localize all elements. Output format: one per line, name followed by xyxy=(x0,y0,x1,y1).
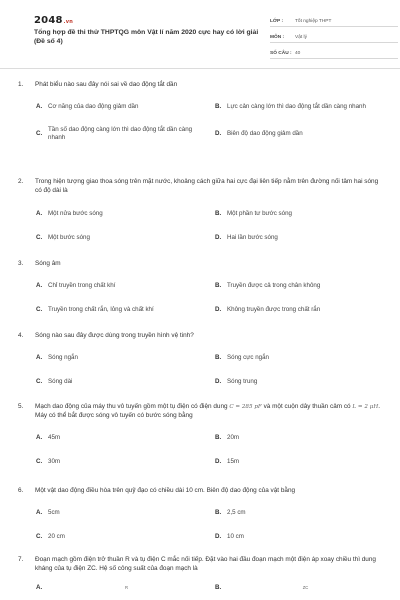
option-key: A. xyxy=(36,508,43,516)
option-key: B. xyxy=(215,583,222,591)
question-number: 1. xyxy=(18,81,24,88)
question-text: Trong hiện tượng giao thoa sóng trên mặt nước, khoảng cách giữa hai cực đại liên tiếp nằm trên đường nối tâm hai sóng có độ dài là xyxy=(35,178,379,194)
option-text: 20 cm xyxy=(48,532,65,540)
option-key: D. xyxy=(215,457,222,465)
option-a[interactable] xyxy=(36,582,205,593)
option-key: D. xyxy=(215,532,222,540)
option-text: Hai lần bước sóng xyxy=(227,233,278,241)
question-text: Sóng nào sau đây được dùng trong truyền hình vệ tinh? xyxy=(35,332,194,339)
option-d[interactable] xyxy=(215,456,384,467)
option-key: D. xyxy=(215,129,222,137)
meta-subject-row xyxy=(270,30,398,43)
option-b[interactable] xyxy=(215,208,384,219)
question-text: Phát biểu nào sau đây nói sai về dao động tắt dần xyxy=(35,81,178,88)
meta-count-row xyxy=(270,46,398,59)
option-text: 20m xyxy=(227,433,240,441)
meta-label: SỐ CÂU : xyxy=(270,50,292,56)
option-key: B. xyxy=(215,508,222,516)
option-b[interactable] xyxy=(215,281,384,292)
option-text: Một bước sóng xyxy=(48,233,90,241)
option-c[interactable] xyxy=(36,232,205,243)
question-number: 3. xyxy=(18,260,24,267)
option-key: A. xyxy=(36,102,43,110)
option-text: Một nửa bước sóng xyxy=(48,209,103,217)
question-text xyxy=(35,403,384,420)
option-a[interactable] xyxy=(36,208,205,219)
meta-value: Tốt nghiệp THPT xyxy=(295,18,332,24)
option-b[interactable] xyxy=(215,353,384,364)
option-d[interactable] xyxy=(215,305,384,316)
option-a[interactable] xyxy=(36,508,205,519)
option-text: 2,5 cm xyxy=(227,508,246,516)
question-text-part: . Máy có thể bắt được sóng vô tuyến có bước sóng bằng xyxy=(35,403,380,419)
option-d[interactable] xyxy=(215,126,384,143)
question-text: Một vật dao động điều hòa trên quỹ đạo có chiều dài 10 cm. Biên độ dao động của vật bằng xyxy=(35,487,296,494)
option-text: Tần số dao động càng lớn thì dao động tắt dần càng nhanh xyxy=(48,125,193,141)
option-d[interactable] xyxy=(215,232,384,243)
option-b[interactable] xyxy=(215,432,384,443)
option-key: C. xyxy=(36,233,43,241)
option-text: Truyền trong chất rắn, lỏng và chất khí xyxy=(48,305,154,313)
option-text: Chỉ truyền trong chất khí xyxy=(48,281,116,289)
inductance-formula: L = 2 μH xyxy=(352,404,379,410)
logo-suffix: .vn xyxy=(63,19,73,25)
option-c[interactable] xyxy=(36,126,205,143)
option-key: C. xyxy=(36,457,43,465)
option-key: B. xyxy=(215,281,222,289)
option-key: A. xyxy=(36,583,43,591)
option-b[interactable] xyxy=(215,102,384,113)
option-c[interactable] xyxy=(36,456,205,467)
option-key: B. xyxy=(215,433,222,441)
document-title: Tổng hợp đề thi thử THPTQG môn Vật lí năm 2020 cực hay có lời giải (Đề số 4) xyxy=(34,29,259,45)
option-text: Lực cản càng lớn thì dao động tắt dần càng nhanh xyxy=(227,102,366,110)
meta-value: 40 xyxy=(295,50,301,56)
option-formula: R xyxy=(124,584,129,590)
question-number: 4. xyxy=(18,332,24,339)
option-d[interactable] xyxy=(215,377,384,388)
option-key: A. xyxy=(36,209,43,217)
option-a[interactable] xyxy=(36,102,205,113)
capacitance-formula: C = 285 pF xyxy=(229,404,262,410)
question-text: Đoạn mạch gồm điện trở thuần R và tụ điện C mắc nối tiếp. Đặt vào hai đầu đoạn mạch một điện áp xoay chiều thì dung kháng của tụ điện ZC. Hệ số công suất của đoạn mạch là xyxy=(35,556,376,572)
question-4 xyxy=(18,332,384,401)
logo-main: 2048 xyxy=(34,15,63,26)
question-text-part: Mạch dao động của máy thu vô tuyến gồm một tụ điện có điện dung xyxy=(35,403,228,410)
option-b[interactable] xyxy=(215,508,384,519)
option-c[interactable] xyxy=(36,532,205,543)
site-logo[interactable] xyxy=(34,14,73,28)
question-5 xyxy=(18,403,384,480)
option-key: A. xyxy=(36,353,43,361)
option-text: 30m xyxy=(48,457,61,465)
question-number: 5. xyxy=(18,403,24,410)
option-d[interactable] xyxy=(215,532,384,543)
option-text: Biên độ dao động giảm dần xyxy=(227,129,303,137)
meta-class-row xyxy=(270,14,398,27)
option-key: C. xyxy=(36,305,43,313)
document-header xyxy=(16,0,386,64)
question-1 xyxy=(18,81,384,155)
question-text-part: và một cuộn dây thuần cảm có xyxy=(263,403,351,410)
option-text: Sóng ngắn xyxy=(48,353,78,361)
exam-meta xyxy=(270,14,398,62)
option-key: B. xyxy=(215,209,222,217)
option-text: 45m xyxy=(48,433,61,441)
option-key: C. xyxy=(36,377,43,385)
option-key: B. xyxy=(215,353,222,361)
meta-label: MÔN : xyxy=(270,34,285,40)
option-text: Cơ năng của dao động giảm dần xyxy=(48,102,139,110)
option-b[interactable] xyxy=(215,582,384,593)
question-7 xyxy=(18,556,384,600)
option-key: A. xyxy=(36,433,43,441)
option-c[interactable] xyxy=(36,377,205,388)
option-text: Sóng dài xyxy=(48,377,73,385)
option-a[interactable] xyxy=(36,353,205,364)
option-text: Một phần tư bước sóng xyxy=(227,209,292,217)
question-6 xyxy=(18,487,384,556)
meta-label: LỚP : xyxy=(270,18,284,24)
option-text: Sóng cực ngắn xyxy=(227,353,269,361)
option-key: D. xyxy=(215,377,222,385)
option-formula: ZC xyxy=(302,584,309,590)
question-3 xyxy=(18,260,384,329)
question-2 xyxy=(18,178,384,256)
header-divider xyxy=(0,68,400,69)
option-text: Không truyền được trong chất rắn xyxy=(227,305,321,313)
option-text: 5cm xyxy=(48,508,60,516)
option-text: Sóng trung xyxy=(227,377,258,385)
meta-value: Vật lý xyxy=(295,34,307,40)
option-key: A. xyxy=(36,281,43,289)
option-key: C. xyxy=(36,532,43,540)
option-key: B. xyxy=(215,102,222,110)
option-text: 15m xyxy=(227,457,240,465)
option-key: C. xyxy=(36,129,43,137)
option-a[interactable] xyxy=(36,432,205,443)
question-number: 2. xyxy=(18,178,24,185)
option-text: 10 cm xyxy=(227,532,244,540)
question-number: 7. xyxy=(18,556,24,563)
option-key: D. xyxy=(215,305,222,313)
question-number: 6. xyxy=(18,487,24,494)
option-text: Truyền được cả trong chân không xyxy=(227,281,321,289)
option-key: D. xyxy=(215,233,222,241)
option-c[interactable] xyxy=(36,305,205,316)
option-a[interactable] xyxy=(36,281,205,292)
question-text: Sóng âm xyxy=(35,260,61,267)
